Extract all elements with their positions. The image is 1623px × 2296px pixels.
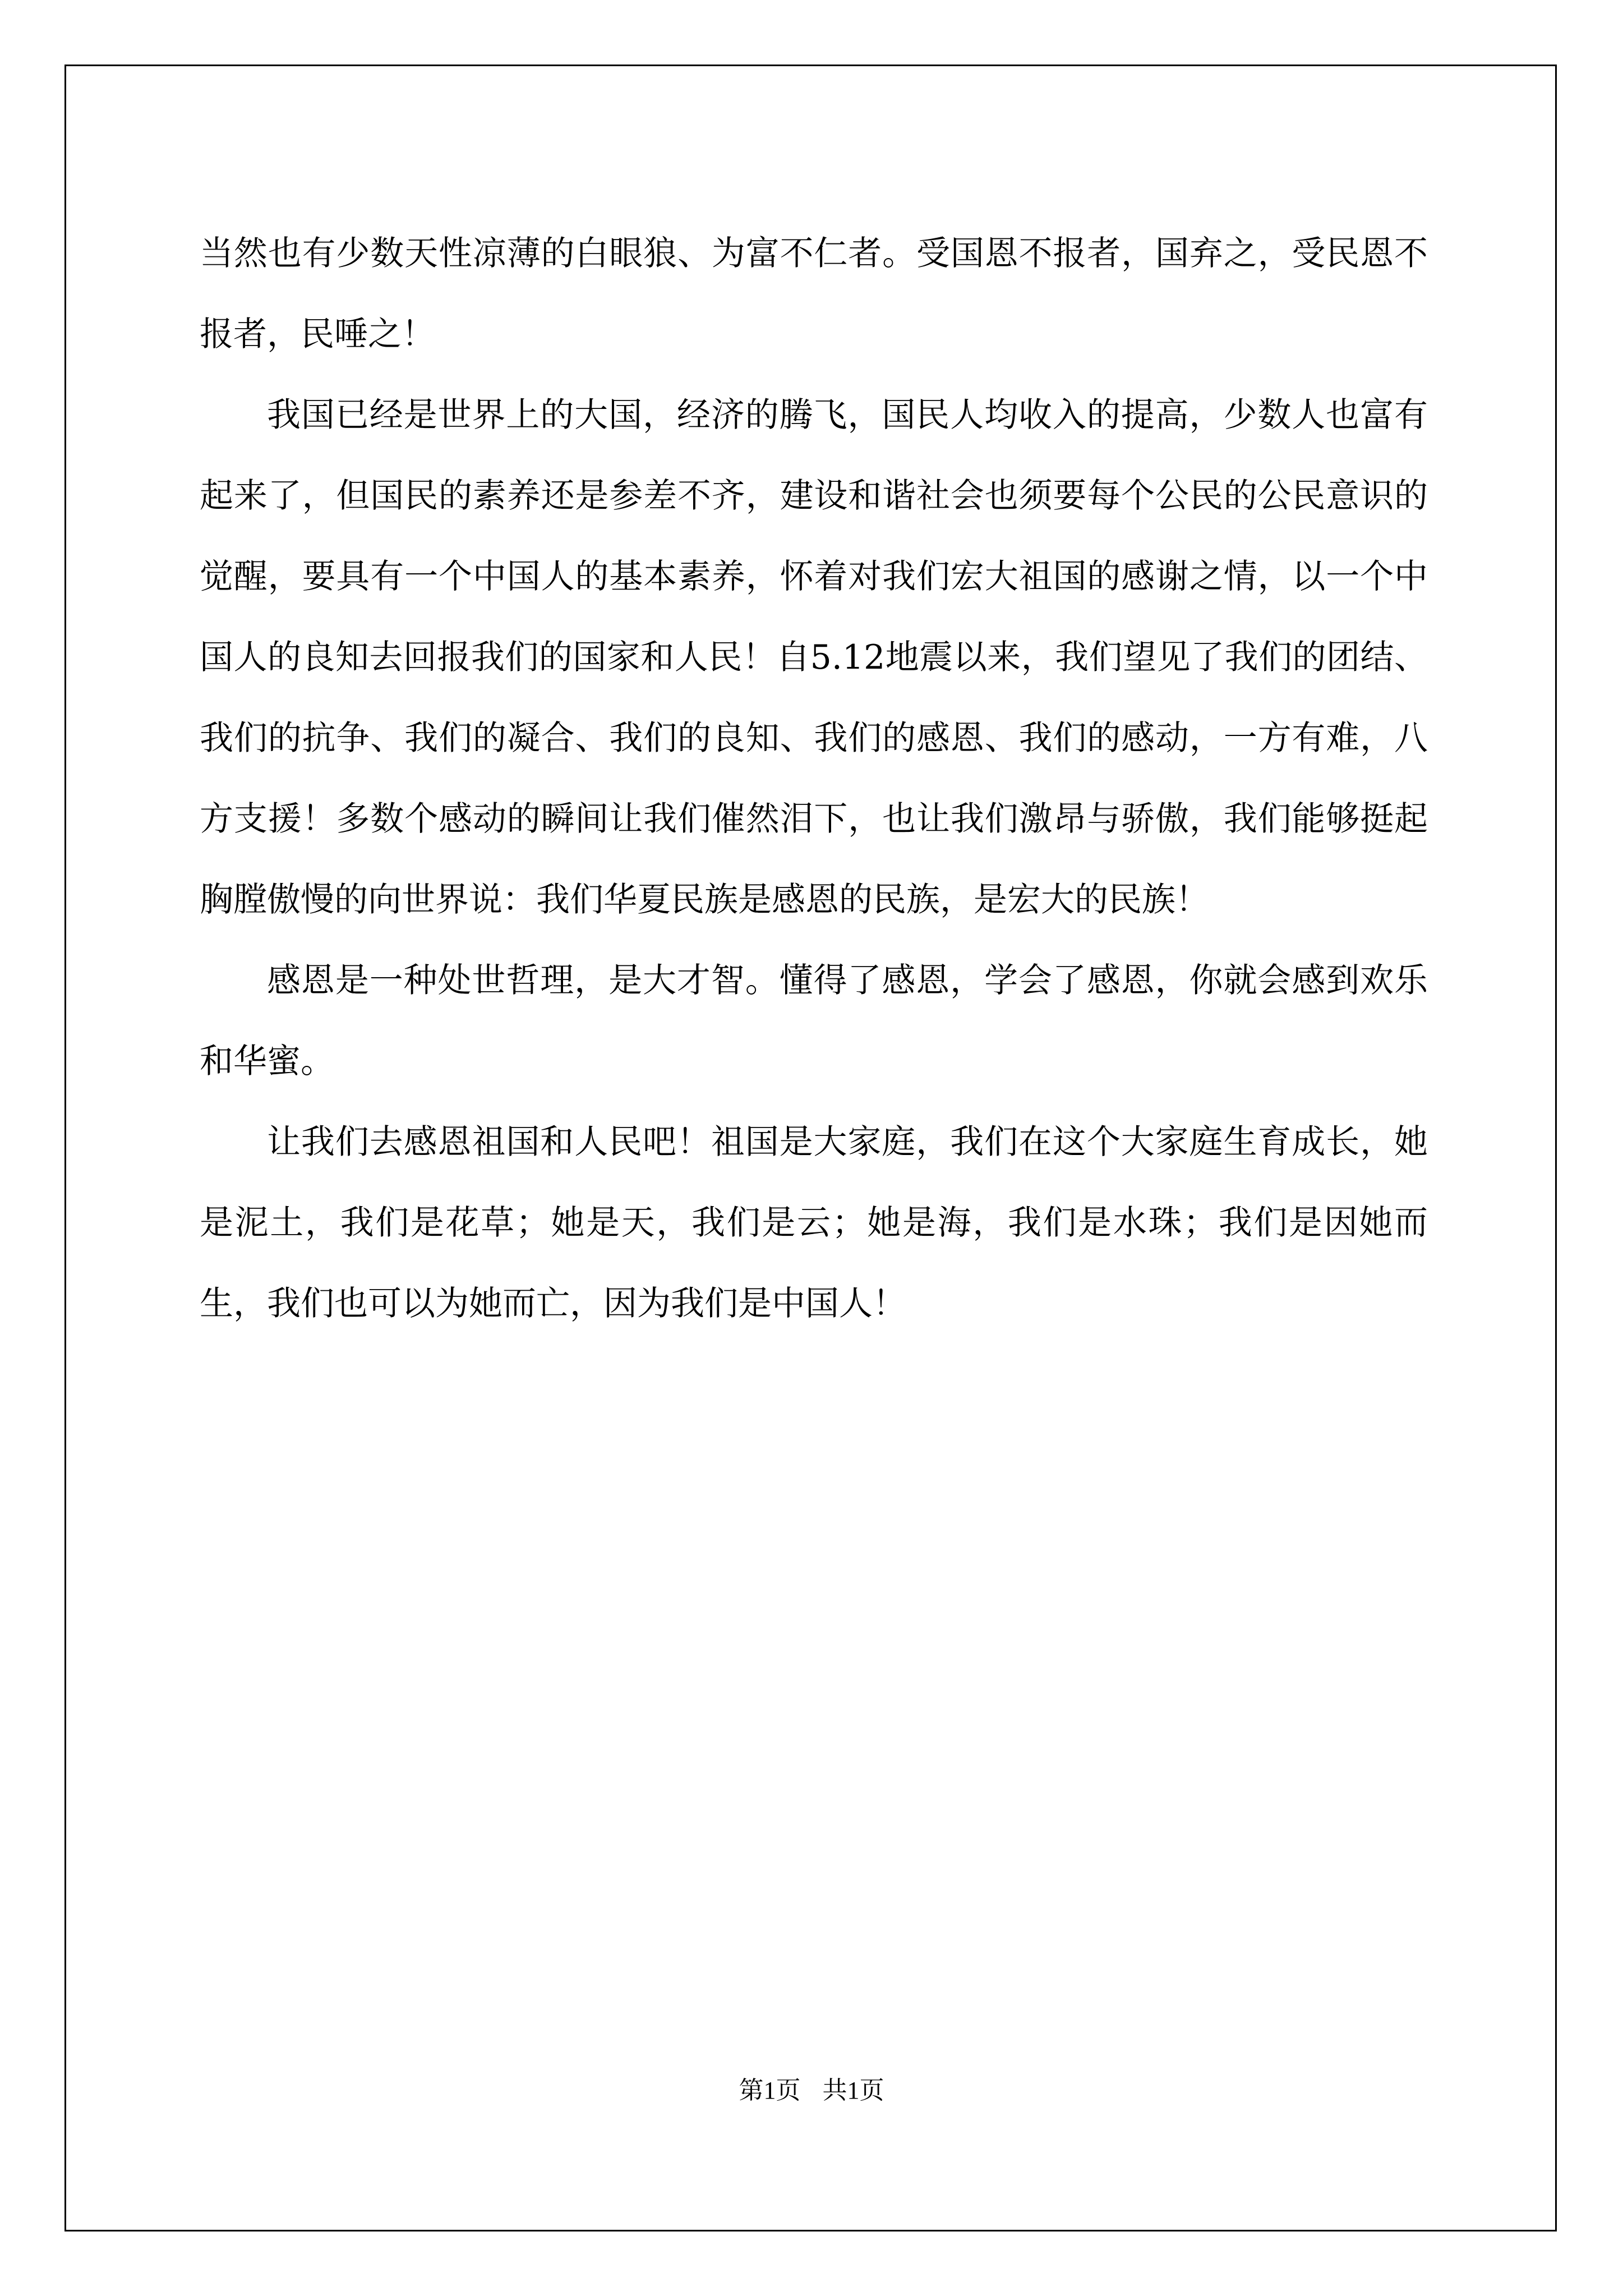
paragraph-3: 感恩是一种处世哲理，是大才智。懂得了感恩，学会了感恩，你就会感到欢乐和华蜜。 [200, 961, 1428, 1081]
page-total: 共1页 [822, 2077, 884, 2104]
page-number: 第1页 [739, 2077, 801, 2104]
page-footer [0, 2070, 1623, 2106]
paragraph-1: 当然也有少数天性凉薄的白眼狼、为富不仁者。受国恩不报者，国弃之，受民恩不报者，民唾之！ [200, 234, 1428, 354]
paragraph-4: 让我们去感恩祖国和人民吧！祖国是大家庭，我们在这个大家庭生育成长，她是泥土，我们是花草；她是天，我们是云；她是海，我们是水珠；我们是因她而生，我们也可以为她而亡，因为我们是中国人！ [200, 1122, 1428, 1323]
paragraph-2: 我国已经是世界上的大国，经济的腾飞，国民人均收入的提高，少数人也富有起来了，但国民的素养还是参差不齐，建设和谐社会也须要每个公民的公民意识的觉醒，要具有一个中国人的基本素养，怀着对我们宏大祖国的感谢之情，以一个中国人的良知去回报我们的国家和人民！自5.12地震以来，我们望见了我们的团结、我们的抗争、我们的凝合、我们的良知、我们的感恩、我们的感动，一方有难，八方支援！多数个感动的瞬间让我们催然泪下，也让我们激昂与骄傲，我们能够挺起胸膛傲慢的向世界说：我们华夏民族是感恩的民族，是宏大的民族！ [200, 395, 1428, 919]
document-body [200, 213, 1428, 1344]
